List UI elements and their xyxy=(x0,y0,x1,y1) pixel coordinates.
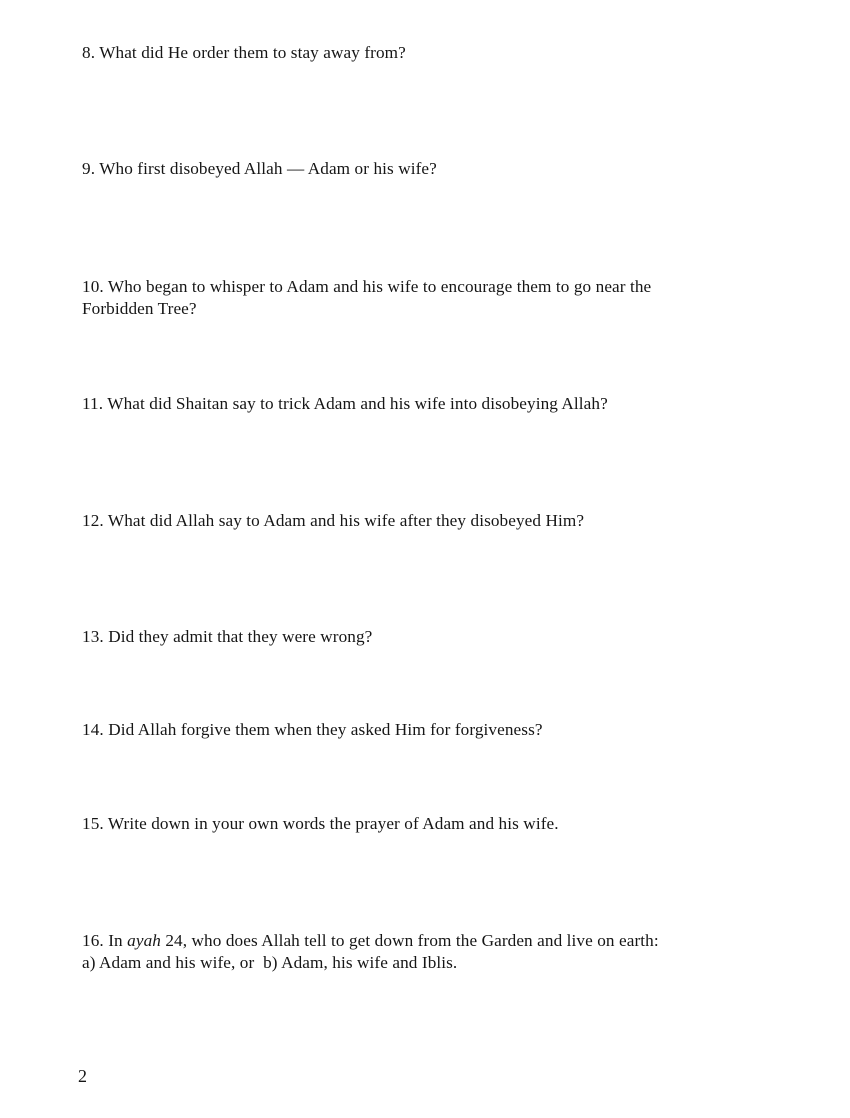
question-text-post: 24, who does Allah tell to get down from the Garden and live on earth: xyxy=(165,931,659,950)
question-10 xyxy=(82,276,651,320)
answer-space-9[interactable] xyxy=(82,186,772,271)
question-number: 8. xyxy=(82,43,96,62)
answer-space-8[interactable] xyxy=(82,70,772,155)
question-text: Who began to whisper to Adam and his wife to encourage them to go near the xyxy=(107,277,652,296)
question-text: Did Allah forgive them when they asked Him for forgiveness? xyxy=(108,720,543,739)
question-9 xyxy=(82,158,437,180)
question-text: What did Shaitan say to trick Adam and his wife into disobeying Allah? xyxy=(107,394,608,413)
question-14 xyxy=(82,719,543,741)
question-text: What did Allah say to Adam and his wife after they disobeyed Him? xyxy=(107,511,585,530)
question-12 xyxy=(82,510,584,532)
answer-space-15[interactable] xyxy=(82,841,772,926)
question-number: 9. xyxy=(82,159,96,178)
question-text: Write down in your own words the prayer of Adam and his wife. xyxy=(107,814,559,833)
question-number: 13. xyxy=(82,627,104,646)
page-number: 2 xyxy=(78,1066,87,1086)
answer-space-16[interactable] xyxy=(82,980,772,1055)
answer-space-13[interactable] xyxy=(82,654,772,714)
answer-space-12[interactable] xyxy=(82,538,772,623)
answer-space-11[interactable] xyxy=(82,421,772,506)
question-text-pre: In xyxy=(108,931,123,950)
question-number: 15. xyxy=(82,814,104,833)
question-number: 16. xyxy=(82,931,104,950)
question-number: 11. xyxy=(82,394,104,413)
question-text: Did they admit that they were wrong? xyxy=(108,627,373,646)
question-13 xyxy=(82,626,372,648)
question-number: 10. xyxy=(82,277,104,296)
question-text-italic: ayah xyxy=(127,931,161,950)
answer-space-14[interactable] xyxy=(82,747,772,807)
question-options: a) Adam and his wife, or b) Adam, his wife and Iblis. xyxy=(82,953,458,972)
question-number: 14. xyxy=(82,720,104,739)
question-text: What did He order them to stay away from? xyxy=(99,43,406,62)
question-8 xyxy=(82,42,406,64)
question-number: 12. xyxy=(82,511,104,530)
answer-space-10[interactable] xyxy=(82,326,772,391)
question-15 xyxy=(82,813,559,835)
question-11 xyxy=(82,393,608,415)
question-text: Who first disobeyed Allah — Adam or his wife? xyxy=(99,159,437,178)
question-text-continued: Forbidden Tree? xyxy=(82,299,197,318)
question-16 xyxy=(82,930,659,974)
